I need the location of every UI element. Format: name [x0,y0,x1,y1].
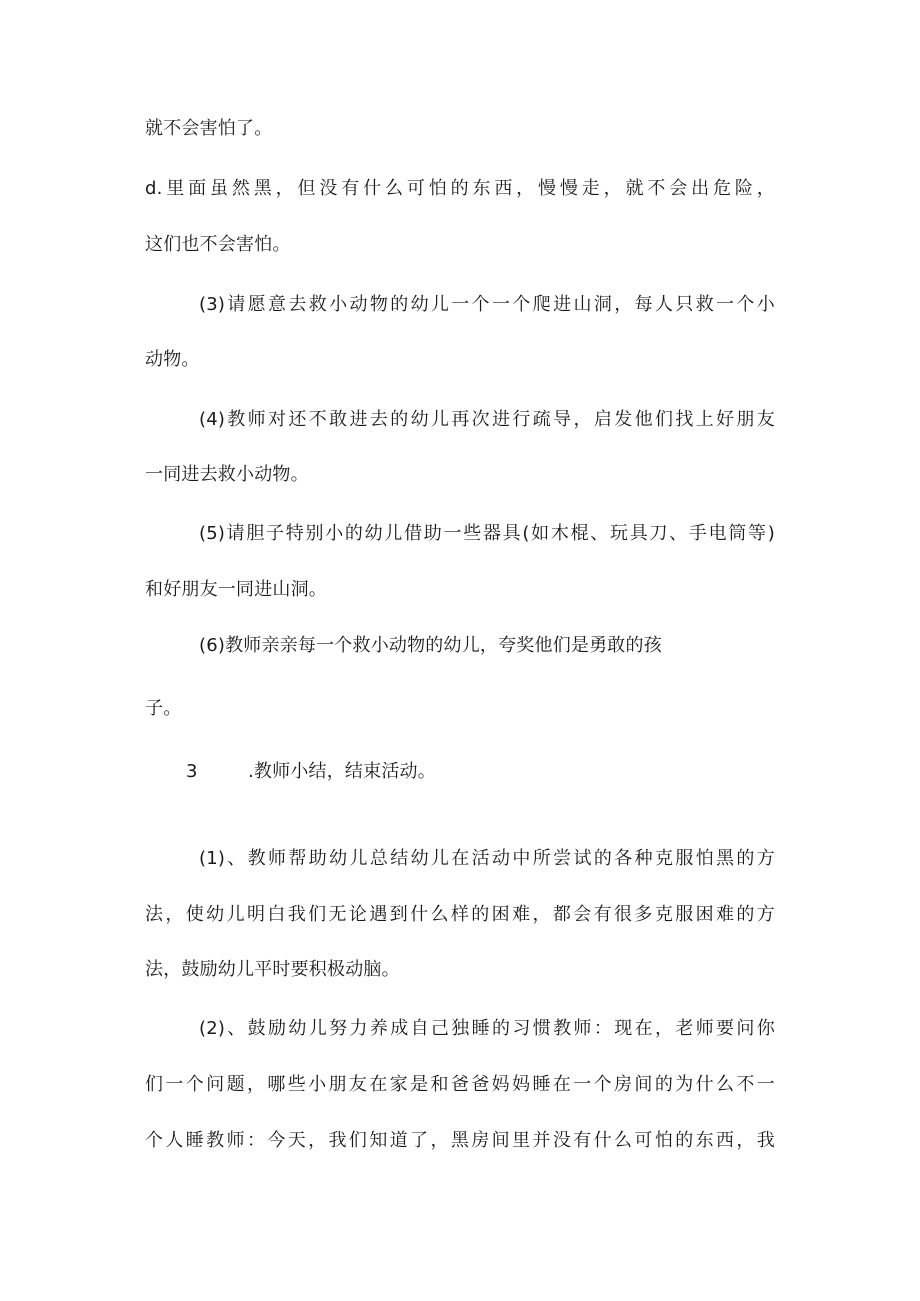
text-line: 这们也不会害怕。 [145,234,291,255]
text-line: 法，使幼儿明白我们无论遇到什么样的困难，都会有很多克服困难的方 [145,904,775,925]
text-line: (6)教师亲亲每一个救小动物的幼儿，夸奖他们是勇敢的孩 [199,635,662,656]
text-line: 们一个问题，哪些小朋友在家是和爸爸妈妈睡在一个房间的为什么不一 [145,1074,775,1095]
text-line: 法，鼓励幼儿平时要积极动脑。 [145,959,400,980]
text-line: (5)请胆子特别小的幼儿借助一些器具(如木棍、玩具刀、手电筒等) [199,523,775,544]
text-line: (3)请愿意去救小动物的幼儿一个一个爬进山洞，每人只救一个小 [199,294,775,315]
section-heading: .教师小结，结束活动。 [248,761,436,782]
text-line: 子。 [145,698,182,719]
text-line: d.里面虽然黑，但没有什么可怕的东西，慢慢走，就不会出危险， [145,178,775,199]
text-line: (1)、教师帮助幼儿总结幼儿在活动中所尝试的各种克服怕黑的方 [199,848,775,869]
text-line: 一同进去救小动物。 [145,464,309,485]
text-line: 个人睡教师：今天，我们知道了，黑房间里并没有什么可怕的东西，我 [145,1130,775,1151]
text-line: (2)、鼓励幼儿努力养成自己独睡的习惯教师：现在，老师要问你 [199,1018,775,1039]
text-line: 就不会害怕了。 [145,118,273,139]
text-line: (4)教师对还不敢进去的幼儿再次进行疏导，启发他们找上好朋友 [199,409,775,430]
section-number: 3 [186,761,198,782]
text-line: 和好朋友一同进山洞。 [145,579,327,600]
text-line: 动物。 [145,349,200,370]
